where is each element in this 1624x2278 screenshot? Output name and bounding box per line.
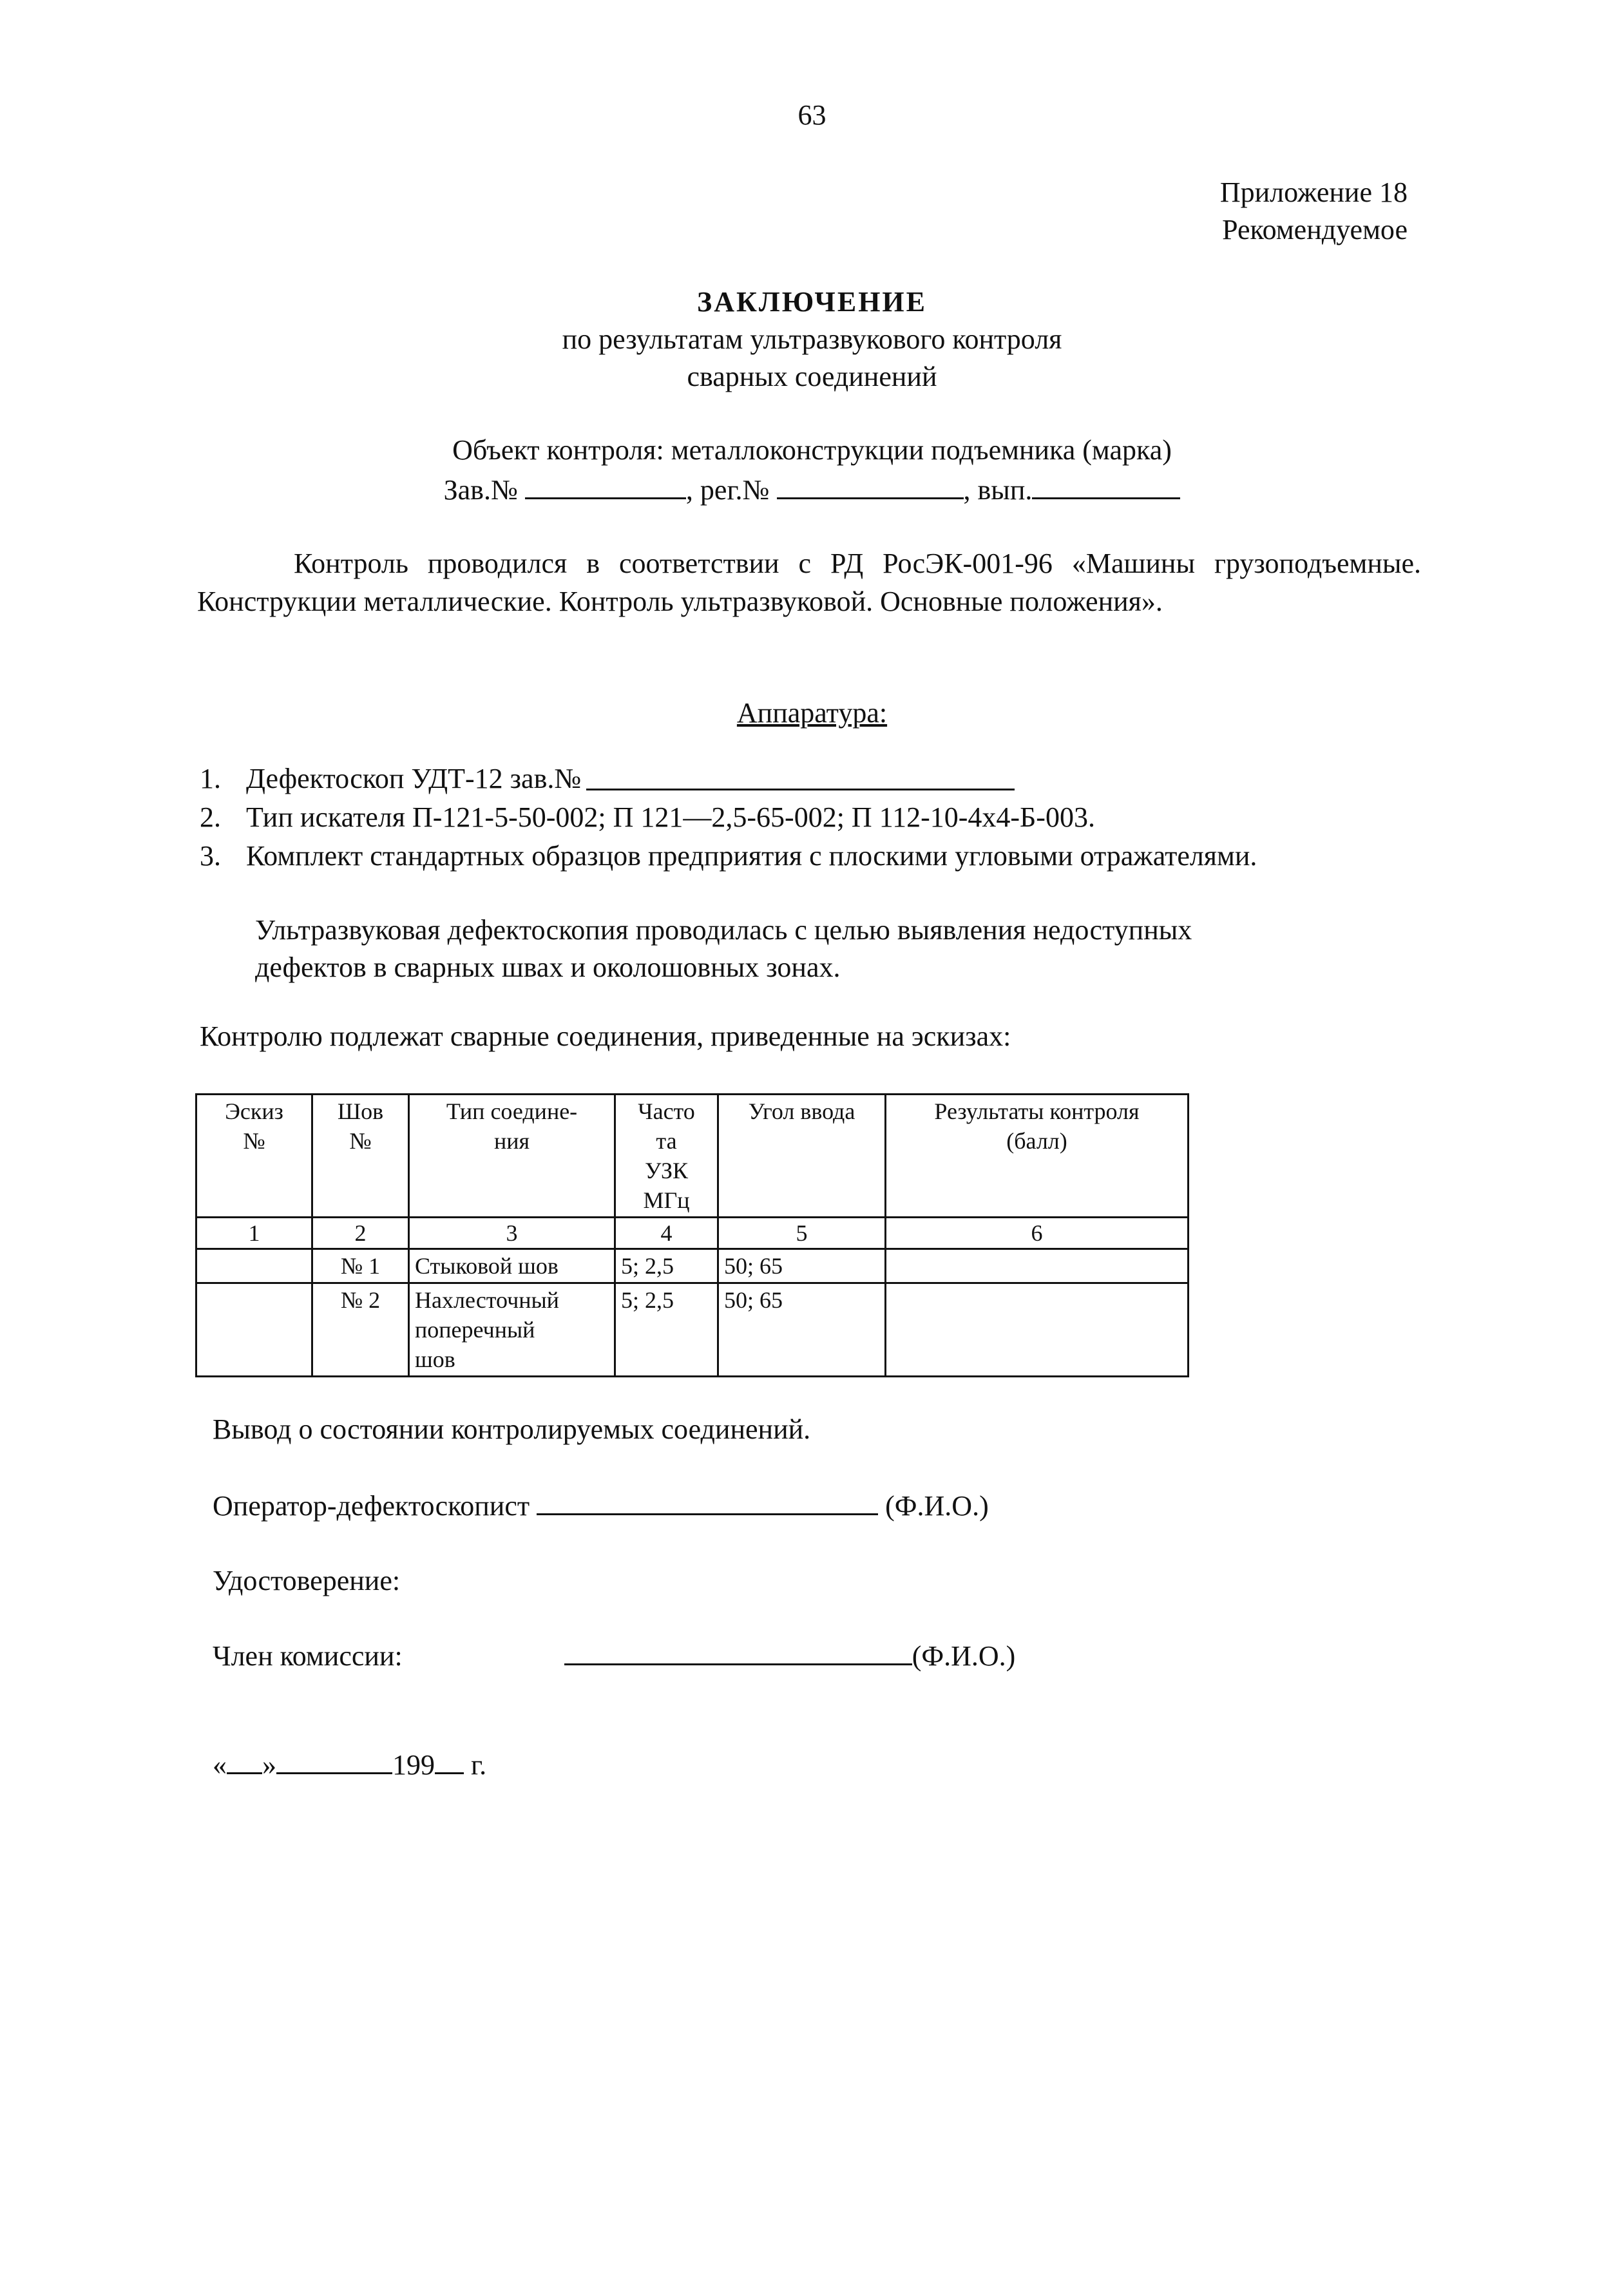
defectoscope-serial-field[interactable] xyxy=(586,760,1015,790)
cell-angle: 50; 65 xyxy=(718,1249,886,1283)
object-line: Объект контроля: металлоконструкции подъемника (марка) xyxy=(452,434,1172,466)
operator-label: Оператор-дефектоскопист xyxy=(213,1490,530,1522)
column-number: 2 xyxy=(312,1218,409,1249)
cell-joint-type: Стыковой шов xyxy=(409,1249,615,1283)
cell-sketch[interactable] xyxy=(196,1249,312,1283)
appendix-note xyxy=(1220,174,1408,249)
serial-number-field[interactable] xyxy=(525,469,686,499)
column-number: 1 xyxy=(196,1218,312,1249)
cell-seam: № 2 xyxy=(312,1283,409,1377)
apparatus-item xyxy=(200,838,1257,876)
date-line xyxy=(213,1744,486,1784)
title-main: ЗАКЛЮЧЕНИЕ xyxy=(697,286,927,318)
apparatus-item-number: 2. xyxy=(200,801,221,833)
cell-frequency: 5; 2,5 xyxy=(615,1283,718,1377)
column-number: 4 xyxy=(615,1218,718,1249)
document-title xyxy=(0,283,1624,396)
operator-signature xyxy=(213,1485,989,1525)
inspection-results-table xyxy=(195,1093,1189,1377)
apparatus-item xyxy=(200,760,1257,799)
appendix-number: Приложение 18 xyxy=(1219,177,1408,208)
cell-angle: 50; 65 xyxy=(718,1283,886,1377)
col-header-joint-type: Тип соедине- ния xyxy=(409,1095,615,1218)
commission-signature xyxy=(213,1635,1015,1675)
reg-number-field[interactable] xyxy=(777,469,964,499)
operator-signature-field[interactable] xyxy=(537,1485,878,1515)
inspection-object xyxy=(0,432,1624,509)
date-close-quote: » xyxy=(262,1749,276,1781)
certificate-line: Удостоверение: xyxy=(213,1565,401,1596)
table-row xyxy=(196,1283,1189,1377)
scope-statement: Контролю подлежат сварные соединения, приведенные на эскизах: xyxy=(200,1020,1011,1052)
apparatus-item xyxy=(200,799,1257,838)
column-number: 3 xyxy=(409,1218,615,1249)
commission-fio-label: (Ф.И.О.) xyxy=(912,1640,1016,1672)
col-header-angle: Угол ввода xyxy=(718,1095,886,1218)
issue-field[interactable] xyxy=(1032,469,1180,499)
column-number-row xyxy=(196,1218,1189,1249)
col-header-result: Результаты контроля (балл) xyxy=(886,1095,1189,1218)
issue-label: , вып. xyxy=(963,474,1033,506)
table-row xyxy=(196,1249,1189,1283)
cell-sketch[interactable] xyxy=(196,1283,312,1377)
apparatus-item-text: Комплект стандартных образцов предприятия с плоскими угловыми отражателями. xyxy=(246,840,1257,872)
day-field[interactable] xyxy=(227,1744,262,1774)
purpose-line-2: дефектов в сварных швах и околошовных зонах. xyxy=(255,952,841,983)
title-subtitle-1: по результатам ультразвукового контроля xyxy=(562,323,1062,355)
page-number: 63 xyxy=(798,99,826,131)
apparatus-item-number: 3. xyxy=(200,840,221,872)
cell-joint-type: Нахлесточный поперечный шов xyxy=(409,1283,615,1377)
purpose-line-1: Ультразвуковая дефектоскопия проводилась с целью выявления недоступных xyxy=(255,914,1192,946)
apparatus-heading-text: Аппаратура: xyxy=(736,697,888,729)
conclusion-line: Вывод о состоянии контролируемых соединений. xyxy=(213,1413,811,1445)
apparatus-list xyxy=(200,760,1257,876)
reg-number-label: , рег.№ xyxy=(685,474,770,506)
date-open-quote: « xyxy=(213,1749,227,1781)
cell-seam: № 1 xyxy=(312,1249,409,1283)
year-suffix: г. xyxy=(471,1749,487,1781)
object-numbers xyxy=(0,469,1624,509)
cell-frequency: 5; 2,5 xyxy=(615,1249,718,1283)
apparatus-item-text: Дефектоскоп УДТ-12 зав.№ xyxy=(246,763,582,794)
cell-result[interactable] xyxy=(886,1249,1189,1283)
commission-signature-field[interactable] xyxy=(564,1635,912,1665)
year-field[interactable] xyxy=(435,1744,464,1774)
col-header-frequency: Часто та УЗК МГц xyxy=(615,1095,718,1218)
appendix-status: Рекомендуемое xyxy=(1222,214,1408,245)
table-header-row xyxy=(196,1095,1189,1218)
operator-fio-label: (Ф.И.О.) xyxy=(885,1490,989,1522)
serial-number-label: Зав.№ xyxy=(443,474,518,506)
col-header-seam: Шов № xyxy=(312,1095,409,1218)
column-number: 6 xyxy=(886,1218,1189,1249)
cell-result[interactable] xyxy=(886,1283,1189,1377)
apparatus-item-text: Тип искателя П-121-5-50-002; П 121—2,5-65-002; П 112-10-4х4-Б-003. xyxy=(246,801,1095,833)
intro-paragraph: Контроль проводился в соответствии с РД РосЭК-001-96 «Машины грузоподъемные. Конструкции металлические. Контроль ультразвуковой. Основные положения». xyxy=(197,548,1421,617)
purpose-paragraph xyxy=(255,912,1192,986)
month-field[interactable] xyxy=(276,1744,392,1774)
year-prefix: 199 xyxy=(392,1749,435,1781)
col-header-sketch: Эскиз № xyxy=(196,1095,312,1218)
apparatus-item-number: 1. xyxy=(200,763,221,794)
title-subtitle-2: сварных соединений xyxy=(687,361,937,392)
commission-label: Член комиссии: xyxy=(213,1640,403,1672)
column-number: 5 xyxy=(718,1218,886,1249)
apparatus-heading xyxy=(0,694,1624,732)
